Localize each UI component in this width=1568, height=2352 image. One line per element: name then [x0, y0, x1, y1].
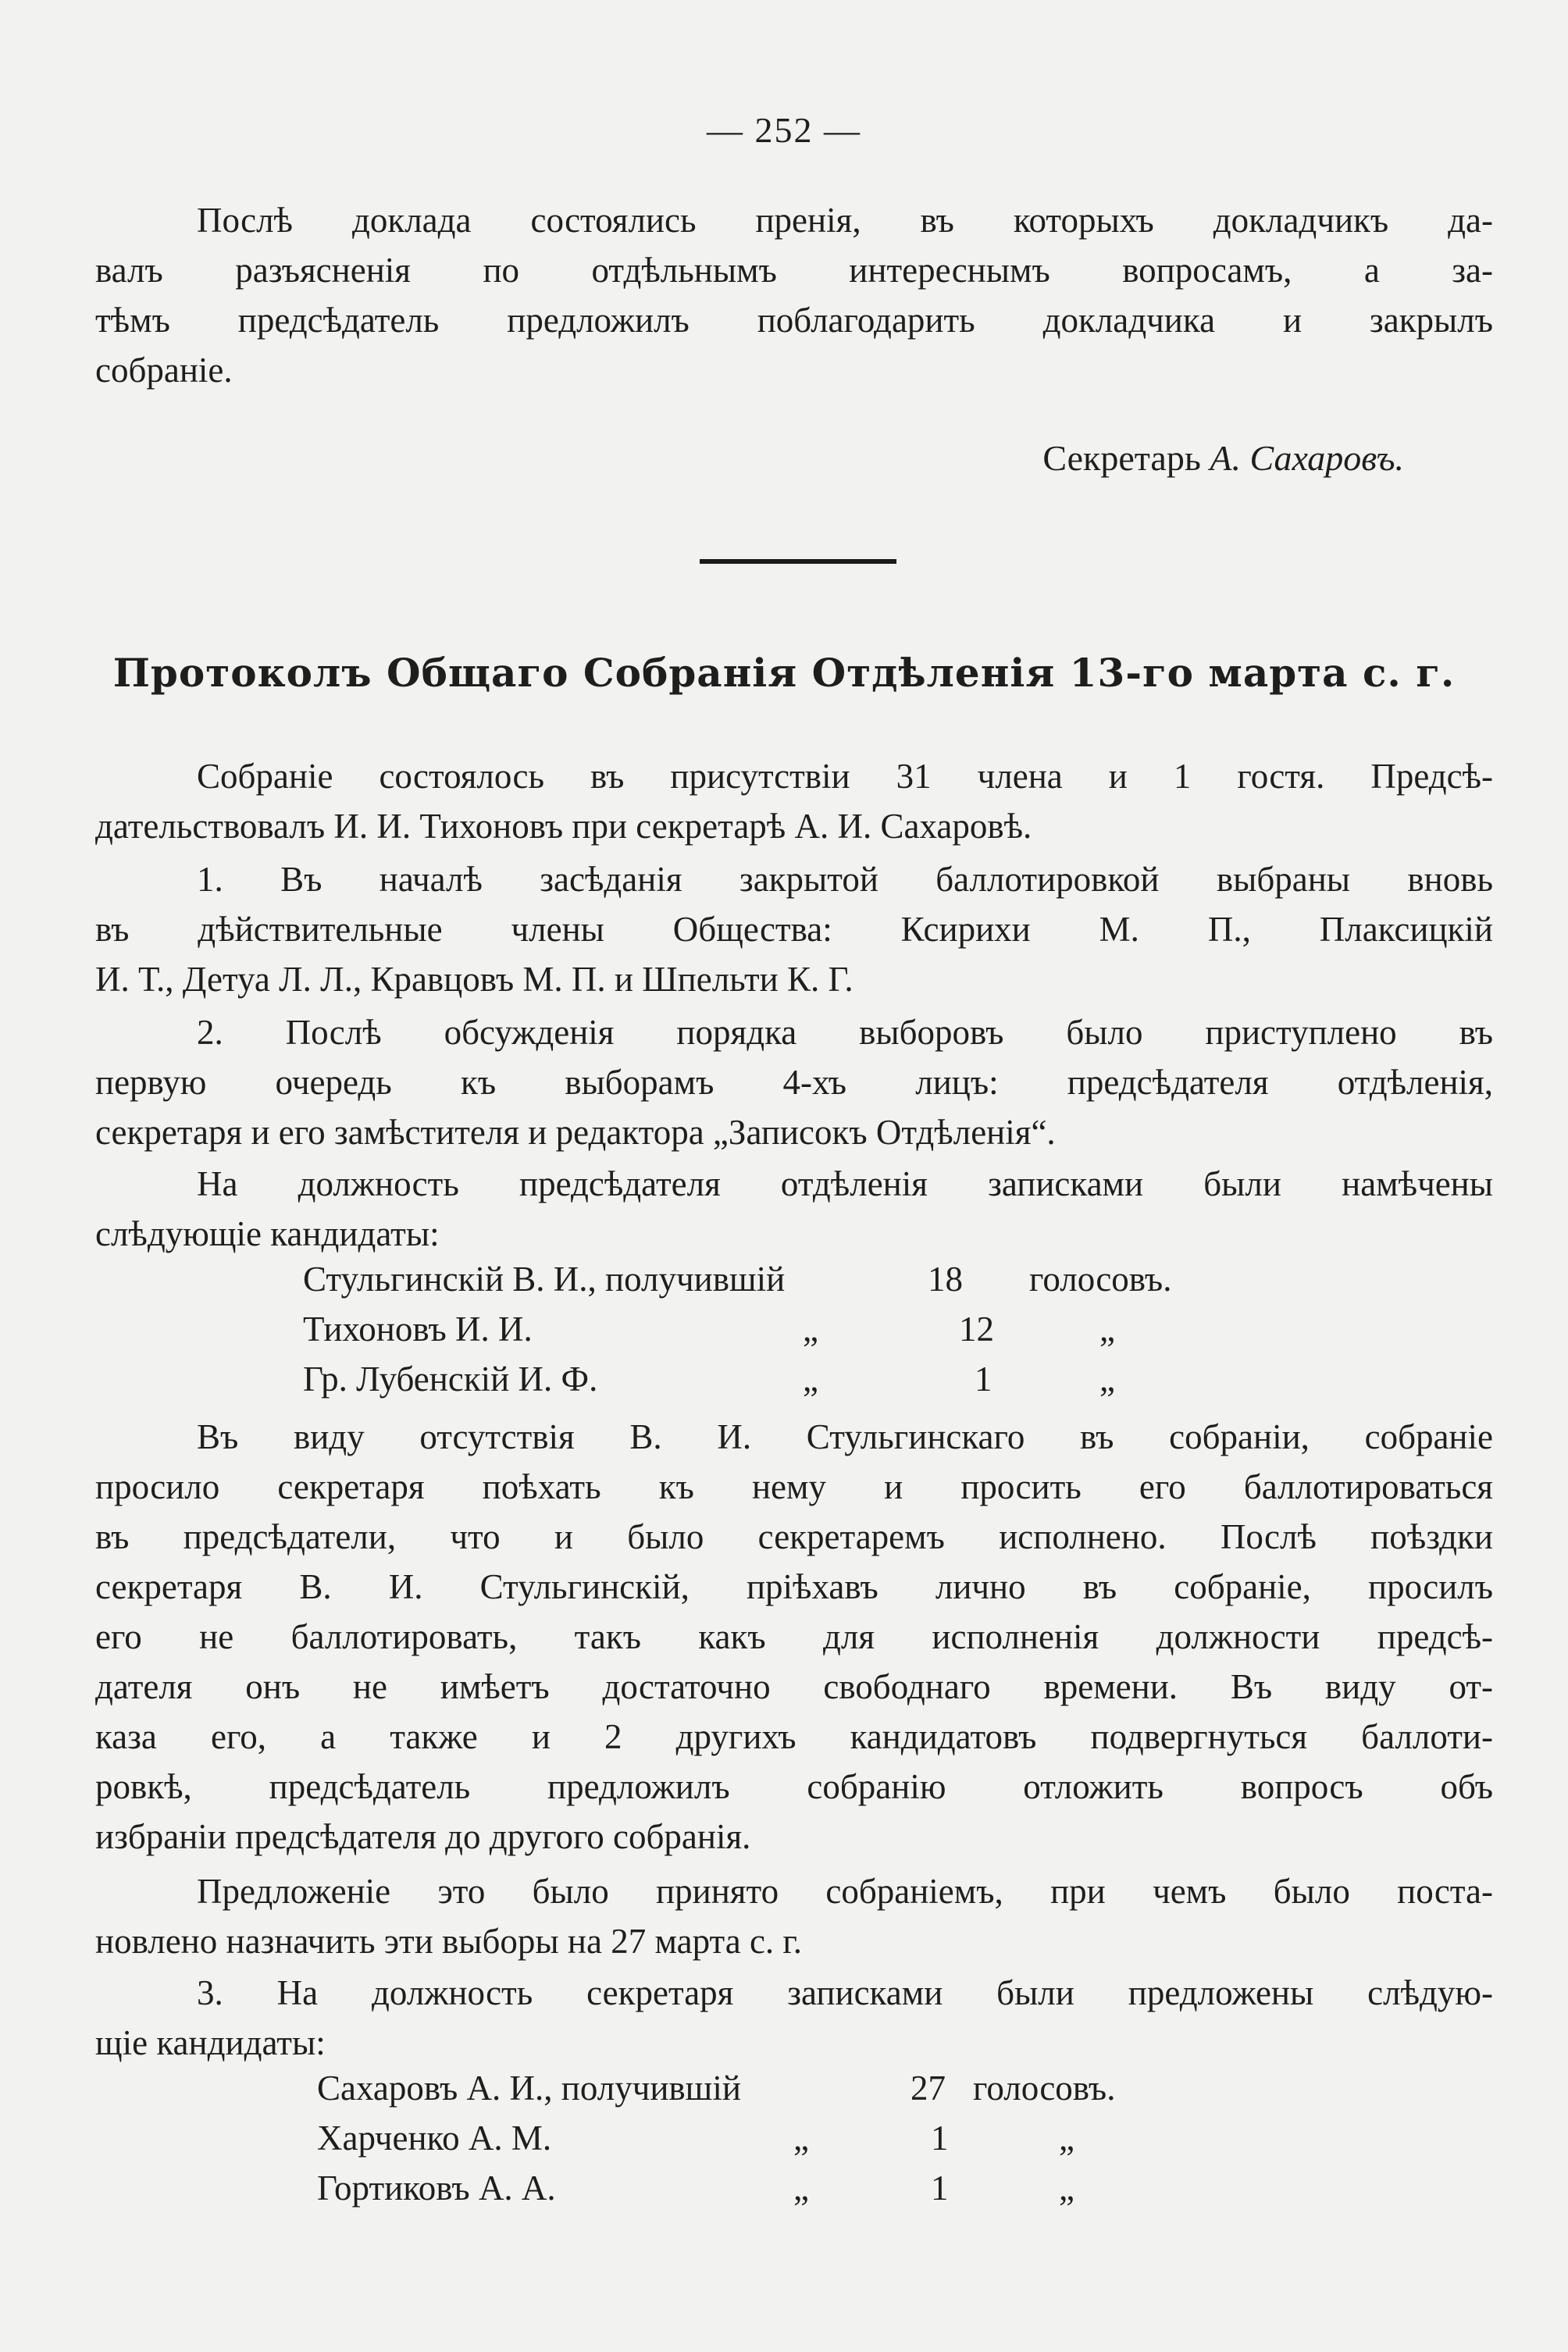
vote-suffix: голосовъ.: [1029, 1260, 1172, 1299]
section-divider: [700, 559, 896, 564]
vote-row: [317, 2068, 1176, 2118]
paragraph-elections: [95, 1007, 1493, 1157]
page-number: — 252 —: [707, 110, 861, 150]
vote-row: [317, 2168, 1176, 2218]
text-line: новлено назначить эти выборы на 27 марта с. г.: [95, 1922, 803, 1961]
text-line: ровкѣ, предсѣдатель предложилъ собранію отложить вопросъ объ: [95, 1767, 1493, 1806]
secretary-vote-list: [317, 2068, 1176, 2218]
vote-count: 1: [931, 2168, 949, 2208]
paragraph-absence: [95, 1412, 1493, 1862]
signature-role: Секретарь: [1042, 438, 1201, 478]
vote-row: [303, 1259, 1172, 1309]
vote-row: [317, 2118, 1176, 2168]
text-line: его не баллотировать, такъ какъ для исполненія должности предсѣ-: [95, 1617, 1493, 1656]
text-line: 2. Послѣ обсужденія порядка выборовъ было приступлено въ: [197, 1013, 1493, 1052]
text-line: 1. Въ началѣ засѣданія закрытой баллотировкой выбраны вновь: [197, 860, 1493, 899]
text-line: И. Т., Детуа Л. Л., Кравцовъ М. П. и Шпельти К. Г.: [95, 960, 853, 999]
vote-row: [303, 1309, 1162, 1359]
candidate-name: Гортиковъ А. А.: [317, 2168, 556, 2208]
text-line: избраніи предсѣдателя до другого собранія.: [95, 1817, 751, 1856]
vote-count: 18: [928, 1260, 963, 1299]
candidate-name: Тихоновъ И. И.: [303, 1310, 533, 1349]
vote-row: [303, 1359, 1162, 1409]
text-line: собраніе.: [95, 351, 233, 390]
paragraph-attendance: [95, 751, 1493, 851]
text-line: дателя онъ не имѣетъ достаточно свободнаго времени. Въ виду от-: [95, 1667, 1493, 1706]
text-line: въ предсѣдатели, что и было секретаремъ исполнено. Послѣ поѣздки: [95, 1517, 1493, 1556]
signature-name: А. Сахаровъ.: [1210, 438, 1404, 478]
paragraph-new-members: [95, 854, 1493, 1004]
candidate-name: Гр. Лубенскій И. Ф.: [303, 1360, 598, 1399]
ditto-mark: „: [1059, 2168, 1074, 2208]
vote-count: 12: [959, 1310, 994, 1349]
vote-suffix: голосовъ.: [973, 2069, 1116, 2108]
paragraph-chairman-candidates: [95, 1159, 1493, 1259]
ditto-mark: „: [1059, 2119, 1074, 2158]
vote-count: 1: [931, 2119, 949, 2158]
protocol-heading: Протоколъ Общаго Собранія Отдѣленія 13-го марта с. г.: [112, 650, 1456, 696]
candidate-name: Харченко А. М.: [317, 2119, 552, 2158]
text-line: каза его, а также и 2 другихъ кандидатовъ подвергнуться баллоти-: [95, 1717, 1493, 1756]
text-line: Послѣ доклада состоялись пренія, въ которыхъ докладчикъ да-: [197, 201, 1493, 240]
text-line: слѣдующіе кандидаты:: [95, 1214, 440, 1253]
text-line: въ дѣйствительные члены Общества: Ксирихи М. П., Плаксицкій: [95, 910, 1493, 949]
ditto-mark: „: [1099, 1310, 1115, 1349]
vote-count: 27: [911, 2069, 946, 2108]
text-line: щіе кандидаты:: [95, 2023, 326, 2062]
candidate-name: Сахаровъ А. И., получившій: [317, 2069, 741, 2108]
text-line: тѣмъ предсѣдатель предложилъ поблагодарить докладчика и закрылъ: [95, 301, 1493, 340]
paragraph-secretary-candidates: [95, 1968, 1493, 2068]
text-line: секретаря В. И. Стульгинскій, пріѣхавъ лично въ собраніе, просилъ: [95, 1567, 1493, 1606]
ditto-mark: „: [1099, 1360, 1115, 1399]
ditto-mark: „: [803, 1360, 818, 1399]
text-line: первую очередь къ выборамъ 4-хъ лицъ: предсѣдателя отдѣленія,: [95, 1063, 1493, 1102]
candidate-name: Стульгинскій В. И., получившій: [303, 1260, 786, 1299]
chairman-vote-list: [303, 1259, 1172, 1409]
text-line: Предложеніе это было принято собраніемъ, при чемъ было поста-: [197, 1872, 1493, 1911]
text-line: 3. На должность секретаря записками были предложены слѣдую-: [197, 1973, 1493, 2012]
text-line: Въ виду отсутствія В. И. Стульгинскаго въ собраніи, собраніе: [197, 1417, 1493, 1456]
paragraph-proposal: [95, 1866, 1493, 1966]
text-line: дательствовалъ И. И. Тихоновъ при секретарѣ А. И. Сахаровѣ.: [95, 807, 1032, 846]
signature: [1042, 437, 1404, 479]
text-line: валъ разъясненія по отдѣльнымъ интереснымъ вопросамъ, а за-: [95, 251, 1493, 290]
ditto-mark: „: [793, 2168, 809, 2208]
ditto-mark: „: [793, 2119, 809, 2158]
text-line: На должность предсѣдателя отдѣленія записками были намѣчены: [197, 1164, 1493, 1203]
text-line: просило секретаря поѣхать къ нему и просить его баллотироваться: [95, 1467, 1493, 1506]
ditto-mark: „: [803, 1310, 818, 1349]
vote-count: 1: [975, 1360, 992, 1399]
text-line: Собраніе состоялось въ присутствіи 31 члена и 1 гостя. Предсѣ-: [197, 757, 1493, 796]
intro-paragraph: [95, 195, 1493, 395]
text-line: секретаря и его замѣстителя и редактора „Записокъ Отдѣленія“.: [95, 1113, 1056, 1152]
